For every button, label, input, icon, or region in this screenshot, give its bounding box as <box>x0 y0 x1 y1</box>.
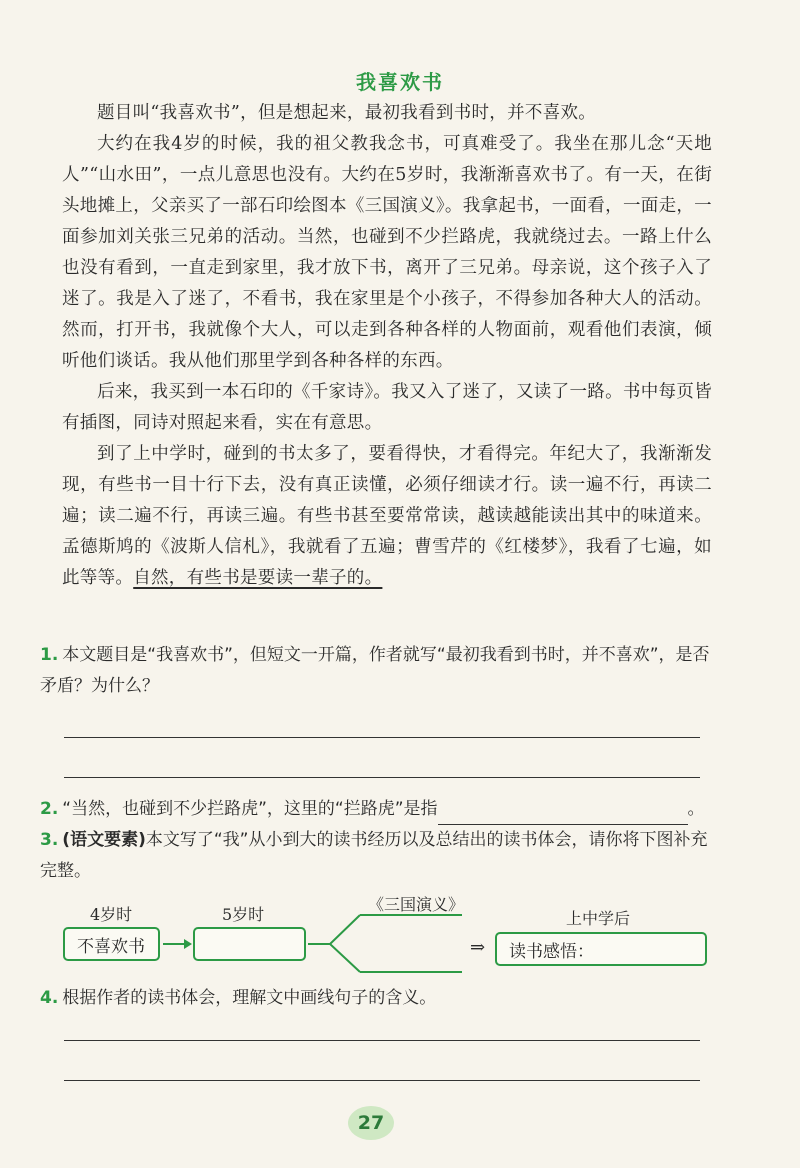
question-1-text: 本文题目是“我喜欢书”，但短文一开篇，作者就写“最初我看到书时，并不喜欢”，是否矛盾？为什么？ <box>40 645 710 696</box>
question-2-text: “当然，也碰到不少拦路虎”，这里的“拦路虎”是指 <box>62 799 438 819</box>
question-2-end: 。 <box>687 799 705 819</box>
question-3-tag: (语文要素) <box>62 830 146 850</box>
diagram-box-dislike <box>63 927 160 961</box>
question-2 <box>40 794 720 825</box>
double-arrow-icon: ⇒ <box>470 937 486 958</box>
question-2-blank[interactable] <box>438 804 688 825</box>
question-4-text: 根据作者的读书体会，理解文中画线句子的含义。 <box>62 988 437 1008</box>
diagram-label-sanguo: 《三国演义》 <box>368 895 465 914</box>
reading-passage <box>62 98 712 594</box>
answer-line-4a[interactable] <box>64 1040 700 1041</box>
question-4 <box>40 983 720 1014</box>
diagram-label-age4: 4岁时 <box>90 905 133 924</box>
diagram-label-middle-school: 上中学后 <box>566 909 631 928</box>
diagram-box-dislike-text: 不喜欢书 <box>77 936 145 957</box>
question-1 <box>40 640 720 702</box>
question-2-number: 2. <box>40 799 59 819</box>
passage-title: 我喜欢书 <box>356 70 444 94</box>
paragraph-3: 后来，我买到一本石印的《千家诗》。我又入了迷了，又读了一路。书中每页皆有插图，同诗对照起来看，实在有意思。 <box>62 382 712 433</box>
question-3 <box>40 825 720 887</box>
diagram-box-reading-insight[interactable] <box>495 932 707 966</box>
answer-line-1b[interactable] <box>64 777 700 778</box>
question-4-number: 4. <box>40 988 59 1008</box>
right-arrow-icon <box>163 939 192 949</box>
page-number: 27 <box>348 1106 394 1140</box>
diagram-box-insight-label: 读书感悟： <box>509 941 594 962</box>
question-1-number: 1. <box>40 645 59 665</box>
question-3-number: 3. <box>40 830 59 850</box>
answer-line-4b[interactable] <box>64 1080 700 1081</box>
question-3-text: 本文写了“我”从小到大的读书经历以及总结出的读书体会，请你将下图补充完整。 <box>40 830 708 881</box>
paragraph-4 <box>62 439 712 594</box>
paragraph-2: 大约在我4岁的时候，我的祖父教我念书，可真难受了。我坐在那儿念“天地人”“山水田”，一点儿意思也没有。大约在5岁时，我渐渐喜欢书了。有一天，在街头地摊上，父亲买了一部石印绘图本《三国演义》。我拿起书，一面看，一面走，一面参加刘关张三兄弟的活动。当然，也碰到不少拦路虎，我就绕过去。一路上什么也没有看到，一直走到家里，我才放下书，离开了三兄弟。母亲说，这个孩子入了迷了。我是入了迷了，不看书，我在家里是个小孩子，不得参加各种大人的活动。然而，打开书，我就像个大人，可以走到各种各样的人物面前，观看他们表演，倾听他们谈话。我从他们那里学到各种各样的东西。 <box>62 134 712 371</box>
diagram-box-age5-answer[interactable] <box>193 927 306 961</box>
answer-line-1a[interactable] <box>64 737 700 738</box>
diagram-label-age5: 5岁时 <box>222 905 265 924</box>
branch-brace <box>308 915 462 972</box>
paragraph-4-text: 到了上中学时，碰到的书太多了，要看得快，才看得完。年纪大了，我渐渐发现，有些书一目十行下去，没有真正读懂，必须仔细读才行。读一遍不行，再读二遍；读二遍不行，再读三遍。有些书甚至要常常读，越读越能读出其中的味道来。孟德斯鸠的《波斯人信札》，我就看了五遍；曹雪芹的《红楼梦》，我看了七遍，如此等等。 <box>62 444 712 588</box>
paragraph-1: 题目叫“我喜欢书”，但是想起来，最初我看到书时，并不喜欢。 <box>97 103 597 123</box>
underlined-sentence: 自然，有些书是要读一辈子的。 <box>133 568 383 588</box>
